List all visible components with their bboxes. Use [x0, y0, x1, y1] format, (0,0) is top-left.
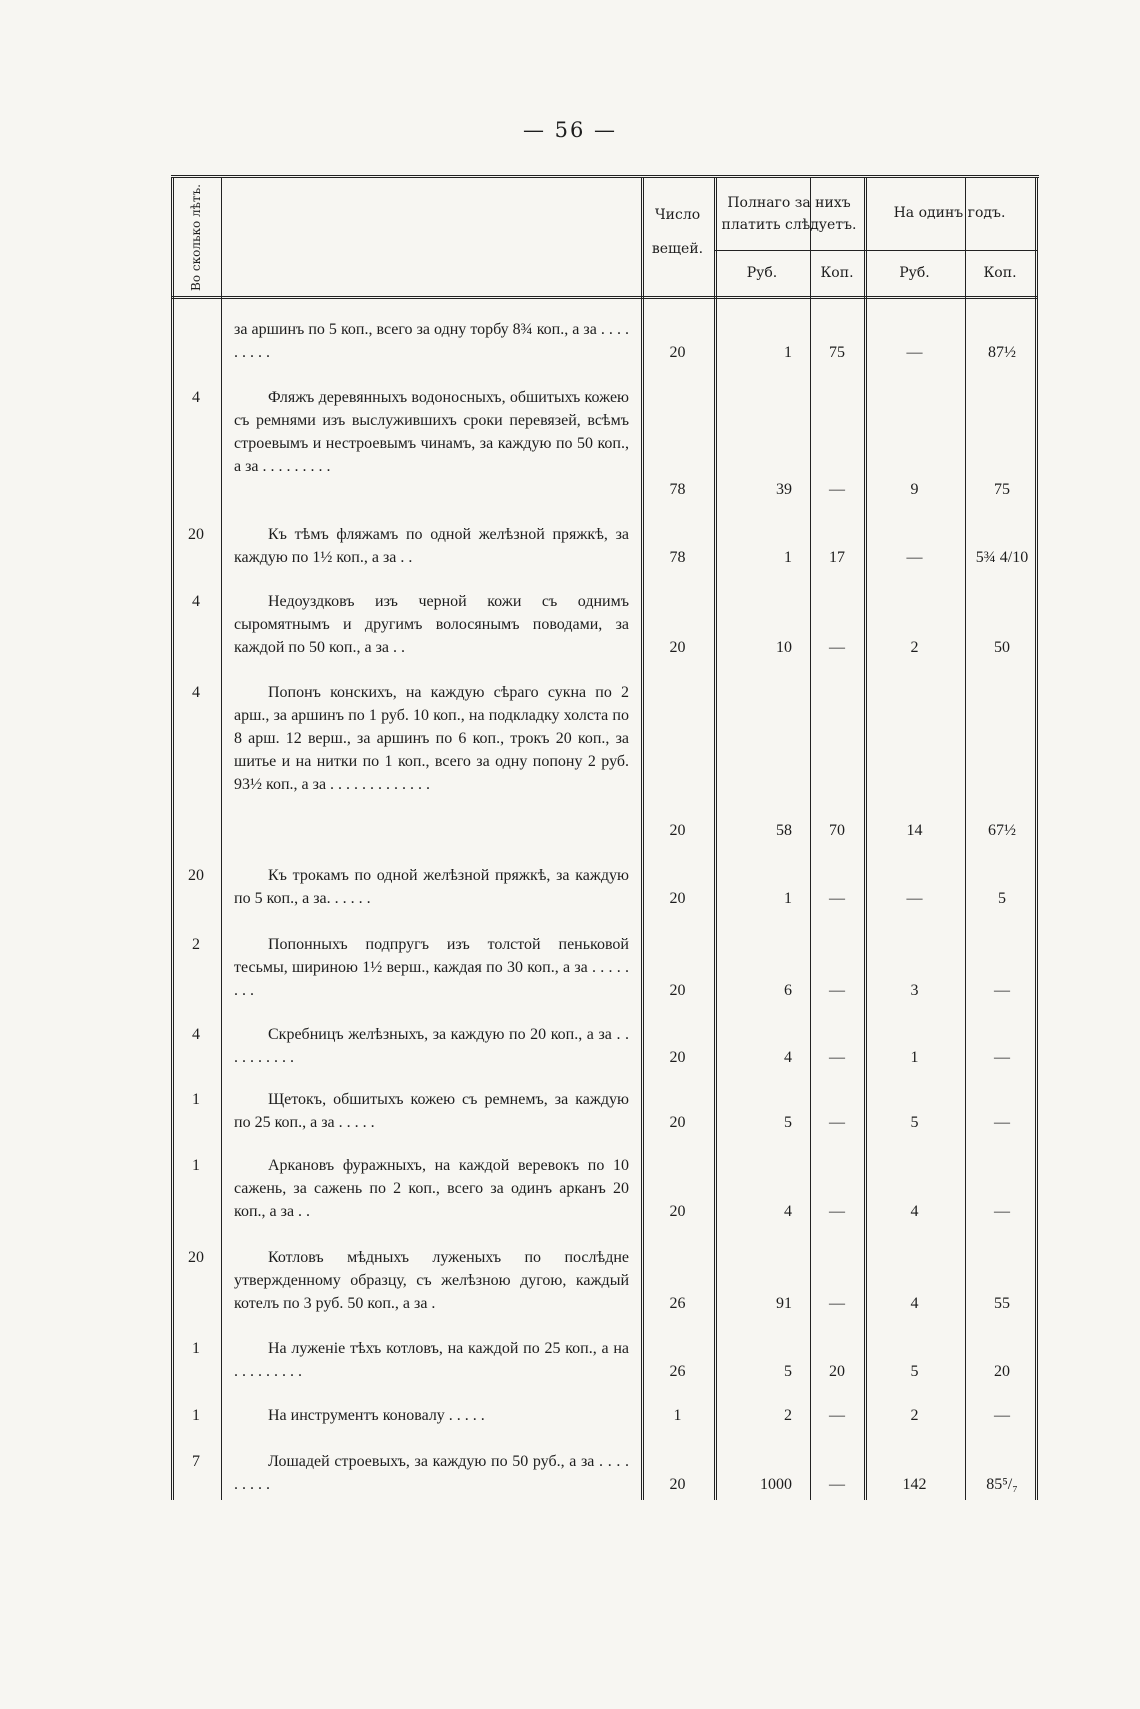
row-description: Лошадей строевыхъ, за каждую по 50 руб., а за . . . . . . . . .	[234, 1453, 629, 1493]
row-total-kop: 17	[829, 549, 845, 566]
rule-left	[171, 178, 174, 1500]
header-year-kop: Коп.	[983, 265, 1017, 281]
row-total-rub: 5	[784, 1114, 792, 1131]
row-year-rub: —	[906, 549, 923, 566]
row-count: 1	[673, 1407, 682, 1424]
header-total-line1: Полнаго за нихъ	[727, 195, 851, 211]
row-total-kop: —	[829, 1114, 845, 1131]
header-years-label: Во сколько лѣтъ.	[188, 183, 203, 291]
row-years: 1	[192, 1091, 200, 1108]
row-year-kop: 55	[994, 1295, 1010, 1312]
row-total-rub: 39	[776, 481, 792, 498]
row-year-rub: 3	[910, 982, 919, 999]
row-year-rub: 9	[910, 481, 919, 498]
ledger-table	[171, 175, 1039, 1500]
row-years: 7	[192, 1453, 200, 1470]
row-years: 20	[188, 526, 204, 543]
row-year-rub: 14	[906, 822, 923, 839]
row-year-kop: 75	[994, 481, 1010, 498]
rule-header-bottom	[171, 296, 1038, 299]
row-year-kop: —	[994, 1114, 1010, 1131]
row-total-rub: 5	[784, 1363, 792, 1380]
row-year-kop: —	[994, 1203, 1010, 1220]
row-total-kop: 75	[829, 344, 845, 361]
row-year-kop: 20	[994, 1363, 1010, 1380]
row-year-rub: 2	[910, 1407, 919, 1424]
row-description: за аршинъ по 5 коп., всего за одну торбу 8¾ коп., а за . . . . . . . . .	[234, 321, 629, 361]
row-total-kop: —	[829, 1203, 845, 1220]
row-description: Къ тѣмъ фляжамъ по одной желѣзной пряжкѣ, за каждую по 1½ коп., а за . .	[234, 526, 629, 566]
row-total-kop: —	[829, 1295, 845, 1312]
row-years: 4	[192, 684, 200, 701]
row-description: Къ трокамъ по одной желѣзной пряжкѣ, за каждую по 5 коп., а за. . . . . .	[234, 867, 629, 907]
row-year-rub: 4	[910, 1203, 919, 1220]
row-year-kop: 85⁵/₇	[986, 1476, 1018, 1493]
row-total-kop: —	[829, 1407, 845, 1424]
row-description: Аркановъ фуражныхъ, на каждой веревокъ по 10 сажень, за сажень по 2 коп., всего за одинъ арканъ 20 коп., а за . .	[234, 1157, 629, 1220]
row-total-rub: 4	[784, 1203, 792, 1220]
row-description: Фляжъ деревянныхъ водоносныхъ, обшитыхъ кожею съ ремнями изъ выслужившихъ сроки перевязей, всѣмъ строевымъ и нестроевымъ чинамъ, за каждую по 50 коп., а за . . . . . . . . .	[234, 389, 629, 475]
row-years: 1	[192, 1407, 200, 1424]
header-year-rub: Руб.	[899, 265, 930, 281]
row-year-kop: —	[994, 1407, 1010, 1424]
row-total-rub: 1000	[760, 1476, 792, 1493]
row-count: 20	[669, 1476, 686, 1493]
row-years: 4	[192, 593, 200, 610]
rule-subheader	[714, 250, 1038, 251]
row-year-rub: 142	[902, 1476, 927, 1493]
row-count: 20	[669, 344, 686, 361]
header-total	[714, 192, 864, 236]
row-description: Скребницъ желѣзныхъ, за каждую по 20 коп., а за . . . . . . . . . .	[234, 1026, 629, 1066]
row-count: 78	[669, 549, 686, 566]
row-total-kop: —	[829, 890, 845, 907]
row-total-rub: 2	[784, 1407, 792, 1424]
header-total-rub: Руб.	[746, 265, 778, 281]
row-total-rub: 1	[784, 344, 792, 361]
header-total-kop: Коп.	[820, 265, 854, 281]
row-years: 1	[192, 1157, 200, 1174]
row-total-rub: 1	[784, 549, 792, 566]
row-description: Щетокъ, обшитыхъ кожею съ ремнемъ, за каждую по 25 коп., а за . . . . .	[234, 1091, 629, 1131]
row-total-kop: —	[829, 982, 845, 999]
row-description: На луженіе тѣхъ котловъ, на каждой по 25 коп., а на . . . . . . . . .	[234, 1340, 629, 1380]
row-year-rub: 1	[910, 1049, 919, 1066]
row-years: 2	[192, 936, 200, 953]
row-count: 20	[669, 1049, 686, 1066]
row-total-rub: 6	[784, 982, 792, 999]
row-year-rub: —	[906, 890, 923, 907]
row-count: 26	[669, 1295, 686, 1312]
rule-years	[221, 178, 222, 1500]
row-years: 4	[192, 1026, 200, 1043]
row-total-kop: 20	[829, 1363, 845, 1380]
row-total-kop: 70	[829, 822, 845, 839]
row-count: 20	[669, 639, 686, 656]
row-year-kop: 5	[998, 890, 1006, 907]
row-total-rub: 4	[784, 1049, 792, 1066]
header-per-year: На одинъ годъ.	[893, 205, 1006, 221]
row-year-kop: 67½	[988, 822, 1016, 839]
row-year-rub: 5	[910, 1363, 919, 1380]
header-total-line2: платить слѣдуетъ.	[721, 217, 857, 233]
row-year-kop: —	[994, 1049, 1010, 1066]
row-count: 20	[669, 890, 686, 907]
header-years	[171, 178, 221, 296]
row-total-kop: —	[829, 481, 845, 498]
header-count-line1: Число	[654, 207, 701, 223]
row-count: 20	[669, 982, 686, 999]
row-year-kop: 5¾ 4/10	[975, 549, 1029, 566]
row-year-kop: —	[994, 982, 1010, 999]
row-year-kop: 87½	[988, 344, 1016, 361]
row-total-kop: —	[829, 1476, 845, 1493]
row-description: Попонъ конскихъ, на каждую сѣраго сукна по 2 арш., за аршинъ по 1 руб. 10 коп., на подкладку холста по 8 арш. 12 верш., за аршинъ по 6 коп., трокъ 20 коп., за шитье и на нитки по 1 коп., всего за одну попону 2 руб. 93½ коп., а за . . . . . . . . . . . . .	[234, 684, 629, 793]
row-year-rub: 5	[910, 1114, 919, 1131]
row-years: 4	[192, 389, 200, 406]
row-year-kop: 50	[994, 639, 1010, 656]
row-count: 26	[669, 1363, 686, 1380]
row-description: Попонныхъ подпругъ изъ толстой пеньковой тесьмы, шириною 1½ верш., каждая по 30 коп., а за . . . . . . . .	[234, 936, 629, 999]
row-years: 1	[192, 1340, 200, 1357]
row-total-kop: —	[829, 1049, 845, 1066]
row-total-rub: 10	[776, 639, 792, 656]
page-number: — 56 —	[522, 118, 618, 142]
row-count: 78	[669, 481, 686, 498]
row-total-rub: 1	[784, 890, 792, 907]
row-description: На инструментъ коновалу . . . . .	[268, 1407, 485, 1424]
row-total-rub: 58	[776, 822, 792, 839]
row-count: 20	[669, 1203, 686, 1220]
row-description: Недоуздковъ изъ черной кожи съ однимъ сыромятнымъ и другимъ волосянымъ поводами, за каждой по 50 коп., а за . .	[234, 593, 629, 656]
header-count-line2: вещей.	[651, 241, 704, 257]
row-total-kop: —	[829, 639, 845, 656]
row-count: 20	[669, 1114, 686, 1131]
row-count: 20	[669, 822, 686, 839]
header-count	[641, 204, 714, 260]
row-description: Котловъ мѣдныхъ луженыхъ по послѣдне утвержденному образцу, съ желѣзною дугою, каждый котелъ по 3 руб. 50 коп., а за .	[234, 1249, 629, 1312]
row-year-rub: —	[906, 344, 923, 361]
row-year-rub: 4	[910, 1295, 919, 1312]
row-total-rub: 91	[776, 1295, 792, 1312]
row-years: 20	[188, 1249, 204, 1266]
row-year-rub: 2	[910, 639, 919, 656]
row-years: 20	[188, 867, 204, 884]
